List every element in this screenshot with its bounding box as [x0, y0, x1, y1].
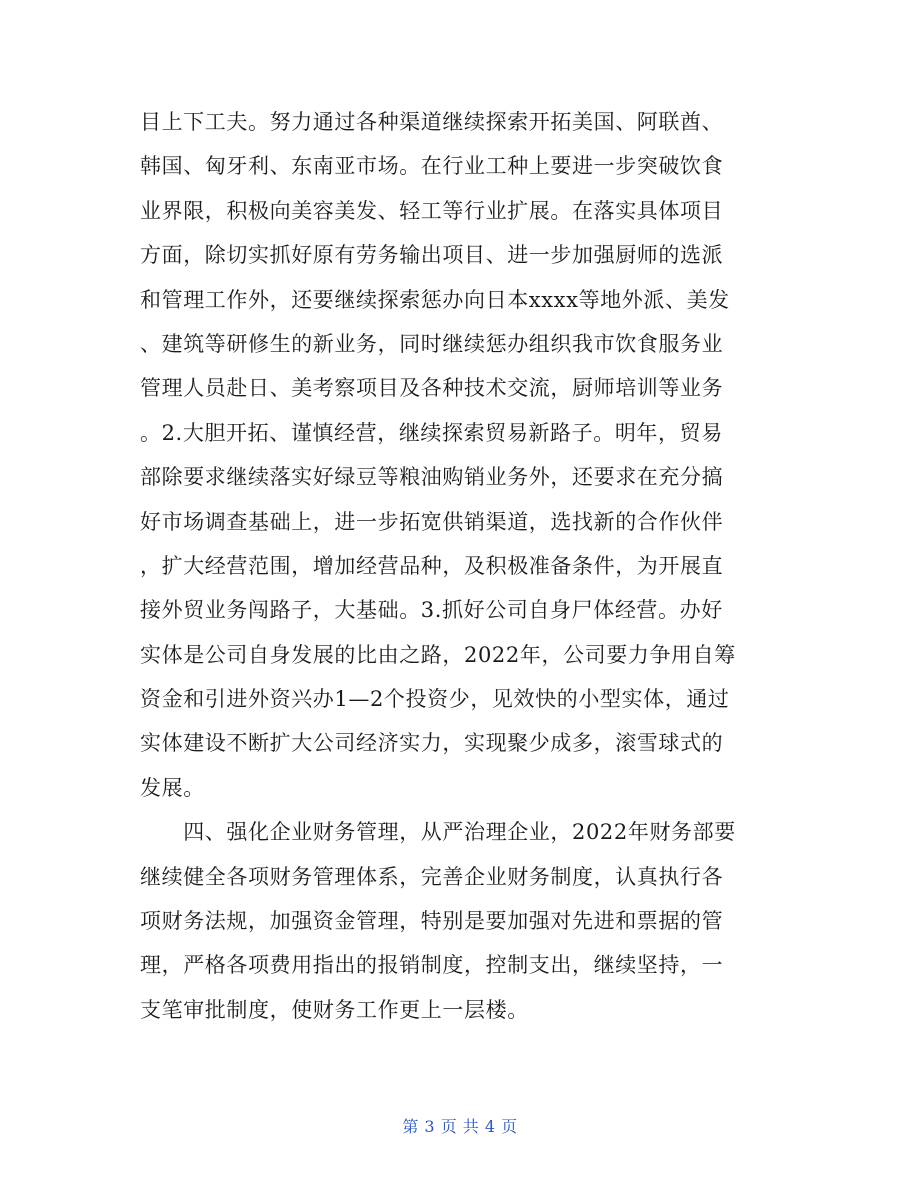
text-line: 。2.大胆开拓、谨慎经营，继续探索贸易新路子。明年，贸易: [140, 420, 723, 445]
text-line: 发展。: [140, 775, 205, 800]
text-line: 理，严格各项费用指出的报销制度，控制支出，继续坚持，一: [140, 953, 724, 978]
text-line: 好市场调查基础上，进一步拓宽供销渠道，选找新的合作伙伴: [140, 509, 724, 534]
text-line: 资金和引进外资兴办1—2个投资少，见效快的小型实体，通过: [140, 687, 730, 712]
text-line: ，扩大经营范围，增加经营品种，及积极准备条件，为开展直: [140, 553, 724, 578]
text-line: 实体建设不断扩大公司经济实力，实现聚少成多，滚雪球式的: [140, 731, 724, 756]
text-line: 项财务法规，加强资金管理，特别是要加强对先进和票据的管: [140, 909, 724, 934]
text-line: 韩国、匈牙利、东南亚市场。在行业工种上要进一步突破饮食: [140, 154, 724, 179]
text-line: 管理人员赴日、美考察项目及各种技术交流，厨师培训等业务: [140, 376, 724, 401]
text-line: 实体是公司自身发展的比由之路，2022年，公司要力争用自筹: [140, 642, 736, 667]
text-line: 、建筑等研修生的新业务，同时继续惩办组织我市饮食服务业: [140, 331, 724, 356]
text-line: 接外贸业务闯路子，大基础。3.抓好公司自身尸体经营。办好: [140, 598, 723, 623]
page-footer: [0, 1114, 920, 1137]
text-line: 继续健全各项财务管理体系，完善企业财务制度，认真执行各: [140, 864, 724, 889]
text-line: 支笔审批制度，使财务工作更上一层楼。: [140, 997, 529, 1022]
text-line: 和管理工作外，还要继续探索惩办向日本xxxx等地外派、美发: [140, 287, 730, 312]
text-line: 部除要求继续落实好绿豆等粮油购销业务外，还要求在充分搞: [140, 465, 724, 490]
document-body: [140, 100, 790, 1032]
paragraph-start-line: 四、强化企业财务管理，从严治理企业，2022年财务部要: [140, 820, 736, 845]
text-line: 业界限，积极向美容美发、轻工等行业扩展。在落实具体项目: [140, 198, 724, 223]
text-line: 目上下工夫。努力通过各种渠道继续探索开拓美国、阿联酋、: [140, 110, 724, 134]
page-number-label: 第 3 页 共 4 页: [402, 1117, 518, 1136]
text-line: 方面，除切实抓好原有劳务输出项目、进一步加强厨师的选派: [140, 243, 724, 268]
